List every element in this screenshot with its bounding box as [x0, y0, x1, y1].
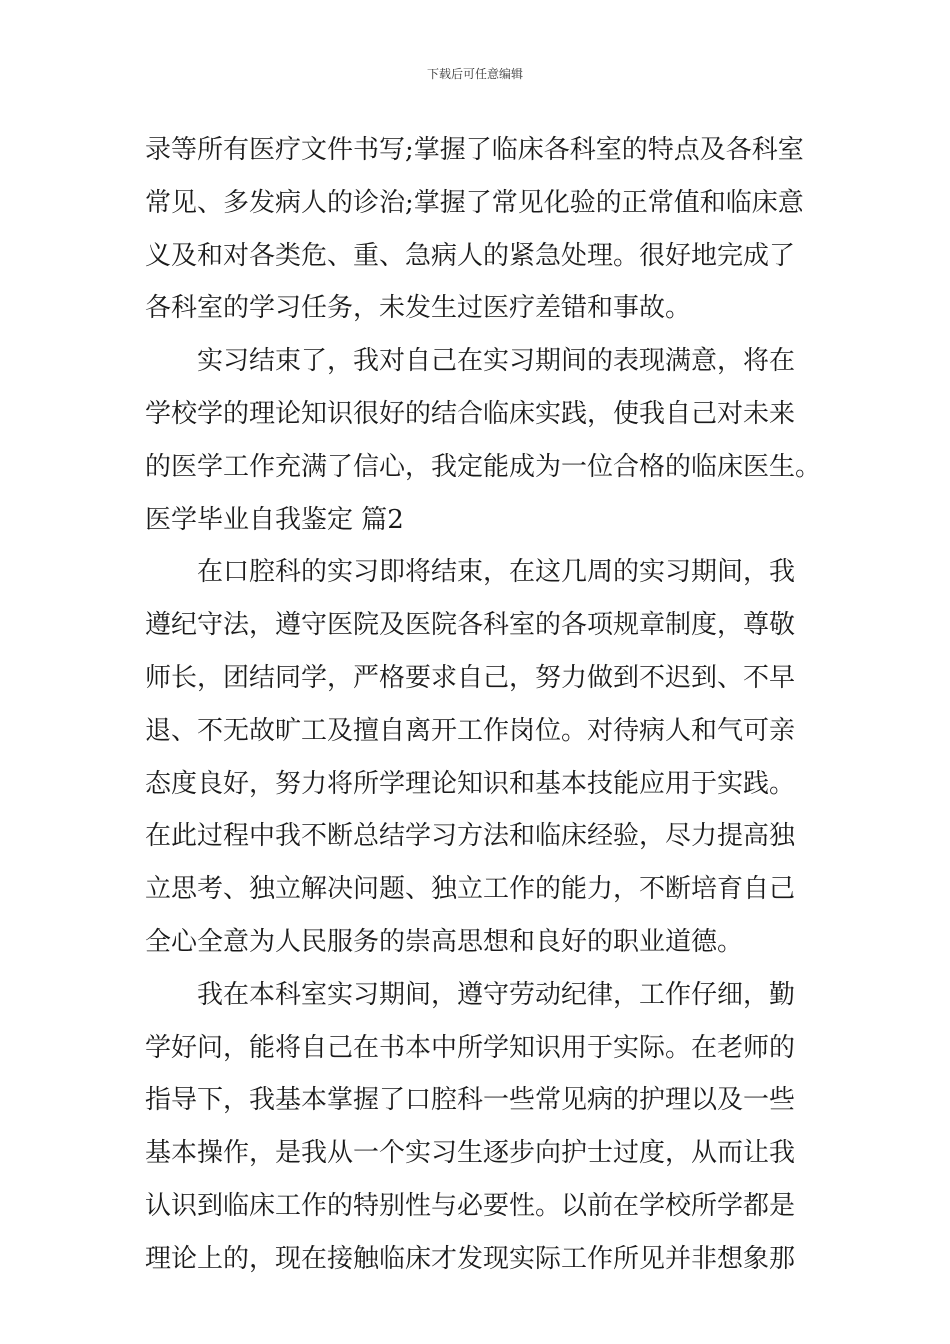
text-line: 全心全意为人民服务的崇高思想和良好的职业道德。: [145, 926, 744, 957]
paragraph-4: [145, 969, 810, 1286]
section-heading: 医学毕业自我鉴定 篇2: [145, 504, 404, 535]
text-line: 常见、多发病人的诊治;掌握了常见化验的正常值和临床意: [145, 187, 804, 218]
page-header: 下载后可任意编辑: [426, 67, 523, 81]
text-line: 师长，团结同学，严格要求自己，努力做到不迟到、不早: [145, 662, 796, 693]
text-line: 录等所有医疗文件书写;掌握了临床各科室的特点及各科室: [145, 135, 804, 165]
paragraph-1: [145, 124, 810, 335]
text-line: 的医学工作充满了信心，我定能成为一位合格的临床医生。: [145, 451, 822, 482]
text-line: 学好问，能将自己在书本中所学知识用于实际。在老师的: [145, 1032, 796, 1063]
text-line: 学校学的理论知识很好的结合临床实践，使我自己对未来: [145, 398, 796, 429]
text-line: 遵纪守法，遵守医院及医院各科室的各项规章制度，尊敬: [145, 610, 796, 641]
text-line: 各科室的学习任务，未发生过医疗差错和事故。: [145, 293, 692, 324]
text-line: 认识到临床工作的特别性与必要性。以前在学校所学都是: [145, 1190, 796, 1221]
text-line: 我在本科室实习期间，遵守劳动纪律，工作仔细，勤: [197, 979, 796, 1010]
paragraph-3: [145, 546, 810, 968]
text-line: 指导下，我基本掌握了口腔科一些常见病的护理以及一些: [145, 1085, 796, 1116]
text-line: 在此过程中我不断总结学习方法和临床经验，尽力提高独: [145, 821, 796, 852]
text-line: 退、不无故旷工及擅自离开工作岗位。对待病人和气可亲: [145, 715, 796, 746]
text-line: 立思考、独立解决问题、独立工作的能力，不断培育自己: [145, 874, 796, 905]
text-line: 义及和对各类危、重、急病人的紧急处理。很好地完成了: [145, 240, 796, 271]
text-line: 态度良好，努力将所学理论知识和基本技能应用于实践。: [145, 768, 796, 799]
text-line: 基本操作，是我从一个实习生逐步向护士过度，从而让我: [145, 1138, 796, 1169]
document-body: [145, 124, 822, 1286]
text-line: 在口腔科的实习即将结束，在这几周的实习期间，我: [197, 557, 796, 588]
text-line: 实习结束了，我对自己在实习期间的表现满意，将在: [197, 346, 796, 377]
paragraph-2: [145, 335, 822, 493]
text-line: 理论上的，现在接触临床才发现实际工作所见并非想象那: [145, 1243, 796, 1274]
